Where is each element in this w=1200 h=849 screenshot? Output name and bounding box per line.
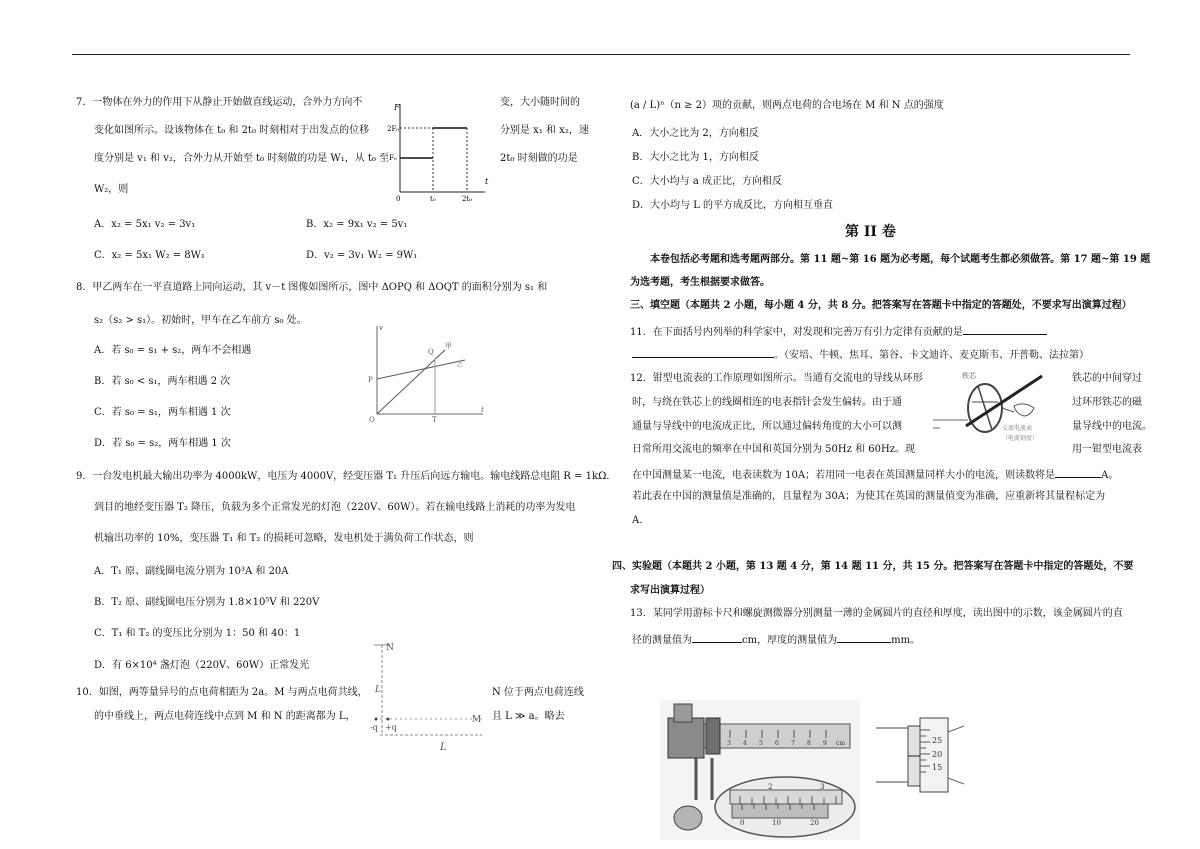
- q9-option-d: D．有 6×10⁴ 盏灯泡（220V、60W）正常发光: [94, 660, 310, 671]
- q13-text-b: cm，厚度的测量值为: [742, 635, 838, 646]
- q12-line4b: 用一钳型电流表: [1072, 444, 1142, 455]
- q9-option-a: A．T₁ 原、副线圈电流分别为 10³A 和 20A: [94, 566, 289, 577]
- q7-line2a: 变化如图所示。设该物体在 t₀ 和 2t₀ 时刻相对于出发点的位移: [94, 125, 370, 136]
- micrometer-scale-25: 25: [932, 736, 943, 745]
- caliper-main-scale-4: 4: [743, 740, 747, 747]
- q8-option-b: B．若 s₀ < s₁，两车相遇 2 次: [94, 376, 231, 387]
- q11-line1: [630, 324, 1047, 340]
- q12-label-meter-scale: （电流刻度）: [1002, 435, 1039, 442]
- q13-line2: [632, 632, 920, 648]
- q11-line2: [632, 347, 1089, 363]
- caliper-main-scale-6: 6: [775, 740, 779, 747]
- q10-option-a: A．大小之比为 2，方向相反: [632, 128, 759, 139]
- q8-label-t-mark: T: [432, 416, 437, 424]
- micrometer-scale-15: 15: [932, 763, 943, 772]
- q7-line3a: 度分别是 v₁ 和 v₂，合外力从开始至 t₀ 时刻做的功是 W₁，从 t₀ 至: [94, 153, 390, 164]
- q9-line3: 机输出功率的 10%，变压器 T₁ 和 T₂ 的损耗可忽略，发电机处于满负荷工作状态，则: [94, 533, 474, 544]
- caliper-main-scale-3: 3: [727, 740, 731, 747]
- q10-label-n: N: [386, 643, 394, 653]
- q9-line1: 9．一台发电机最大输出功率为 4000kW，电压为 4000V，经变压器 T₁ 升压后向远方输电。输电线路总电阻 R = 1kΩ．: [76, 471, 617, 482]
- q8-label-jia: 甲: [445, 342, 452, 350]
- caliper-unit-cm: cm: [836, 740, 846, 747]
- q7-option-a: A．x₂ = 5x₁ v₂ = 3v₁: [94, 219, 196, 230]
- q11-answer-blank-2[interactable]: [632, 347, 774, 358]
- q8-label-v: v: [379, 324, 383, 332]
- q12-line3a: 通量与导线中的电流成正比，所以通过偏转角度的大小可以测: [632, 421, 902, 432]
- caliper-main-scale-5: 5: [759, 740, 763, 747]
- q13-text-c: mm。: [891, 635, 921, 646]
- q8-option-a: A．若 s₀ = s₁ + s₂，两车不会相遇: [94, 345, 252, 356]
- q7-label-2t0: 2t₀: [462, 195, 473, 203]
- caliper-main-scale-9: 9: [823, 740, 827, 747]
- micrometer-image: [872, 712, 972, 812]
- volume-2-intro-line2: 为选考题，考生根据要求做答。: [630, 277, 770, 288]
- q10-label-m: M: [472, 715, 482, 725]
- q7-line4: W₂，则: [94, 184, 129, 195]
- q10-label-plus-q: +q: [385, 723, 397, 732]
- q13-line1: 13．某同学用游标卡尺和螺旋测微器分别测量一薄的金属圆片的直径和厚度，读出图中的示数，该金属圆片的直: [630, 608, 1123, 619]
- q8-option-c: C．若 s₀ = s₁，两车相遇 1 次: [94, 407, 231, 418]
- q7-label-2f0: 2F₀: [387, 125, 400, 133]
- q10-line2b: 且 L ≫ a。略去: [492, 711, 565, 722]
- q11-scientists-list: 。（安培、牛顿、焦耳、第谷、卡文迪许、麦克斯韦、开普勒、法拉第）: [774, 350, 1089, 361]
- q12-label-meter: 交流电流表: [1002, 425, 1033, 432]
- q7-line1b: 变，大小随时间的: [500, 97, 580, 108]
- q10-option-b: B．大小之比为 1，方向相反: [632, 152, 759, 163]
- q7-line3b: 2t₀ 时刻做的功是: [500, 153, 578, 164]
- q12-line4a: 日常所用交流电的频率在中国和英国分别为 50Hz 和 60Hz。现: [632, 444, 915, 455]
- q10-continued-line: (a / L)ⁿ（n ≥ 2）项的贡献，则两点电荷的合电场在 M 和 N 点的强度: [630, 100, 944, 111]
- q12-line1b: 铁芯的中间穿过: [1072, 373, 1142, 384]
- caliper-main-scale-8: 8: [807, 740, 811, 747]
- q13-diameter-blank[interactable]: [692, 632, 742, 643]
- part4-heading-line1: 四、实验题（本题共 2 小题，第 13 题 4 分，第 14 题 11 分，共 15 分。把答案写在答题卡中指定的答题处，不要: [612, 561, 1134, 572]
- q11-text: 11．在下面括号内列举的科学家中，对发现和完善万有引力定律有贡献的是: [630, 327, 963, 338]
- q10-line1b: N 位于两点电荷连线: [492, 687, 584, 698]
- q12-line1a: 12．钳型电流表的工作原理如图所示。当通有交流电的导线从环形: [630, 373, 923, 384]
- q8-label-q: Q: [428, 348, 434, 356]
- q11-answer-blank[interactable]: [963, 324, 1047, 335]
- q7-option-c: C．x₂ = 5x₁ W₂ = 8W₁: [94, 250, 205, 261]
- q8-line2: s₂（s₂ > s₁）。初始时，甲车在乙车前方 s₀ 处。: [94, 315, 307, 326]
- q13-text-a: 径的测量值为: [632, 635, 692, 646]
- q12-label-core: 铁芯: [962, 372, 976, 380]
- q12-line7: A.: [632, 515, 643, 526]
- q7-label-origin: 0: [396, 195, 401, 203]
- q7-label-t0: t₀: [430, 195, 436, 203]
- q7-line1a: 7．一物体在外力的作用下从静止开始做直线运动，合外力方向不: [76, 97, 363, 108]
- q7-force-time-graph: [385, 100, 495, 205]
- caliper-zoom-main-2: 2: [768, 783, 773, 791]
- caliper-vernier-10: 10: [772, 819, 781, 827]
- caliper-vernier-20: 20: [810, 819, 819, 827]
- volume-2-intro-line1: 本卷包括必考题和选考题两部分。第 11 题~第 16 题为必考题，每个试题考生都必须做答。第 17 题~第 19 题: [650, 254, 1151, 265]
- q12-line6: 若此表在中国的测量值是准确的，且量程为 30A；为使其在英国的测量值变为准确，应重新将其量程标定为: [632, 491, 1106, 502]
- q7-label-t: t: [485, 177, 489, 186]
- part4-heading-line2: 求写出演算过程）: [630, 585, 710, 596]
- q12-line5-unit: A。: [1101, 470, 1119, 481]
- q12-line2b: 过环形铁芯的磁: [1072, 397, 1142, 408]
- header-rule: [72, 54, 1130, 55]
- q7-label-f: F: [394, 103, 400, 112]
- q10-line2a: 的中垂线上，两点电荷连线中点到 M 和 N 的距离都为 L，: [94, 711, 356, 722]
- q9-line2: 到目的地经变压器 T₂ 降压，负载为多个正常发光的灯泡（220V、60W）。若在输电线路上消耗的功率为发电: [94, 502, 576, 513]
- q8-label-p: P: [368, 376, 373, 384]
- q8-label-o: O: [369, 416, 375, 424]
- q9-option-c: C．T₁ 和 T₂ 的变压比分别为 1：50 和 40：1: [94, 628, 301, 639]
- q10-line1a: 10．如图，两等量异号的点电荷相距为 2a。M 与两点电荷共线，: [76, 687, 368, 698]
- micrometer-scale-20: 20: [932, 750, 943, 759]
- volume-2-title: 第 II 卷: [845, 224, 896, 240]
- q8-option-d: D．若 s₀ = s₂，两车相遇 1 次: [94, 438, 231, 449]
- q10-label-l-vertical: L: [375, 685, 381, 695]
- caliper-main-scale-7: 7: [791, 740, 795, 747]
- q10-label-l-horizontal: L: [440, 742, 447, 753]
- q12-line5-text: 在中国测量某一电流，电表读数为 10A；若用同一电表在英国测量同样大小的电流，则读数将是: [632, 470, 1056, 481]
- part3-heading: 三、填空题（本题共 2 小题，每小题 4 分，共 8 分。把答案写在答题卡中指定的答题处，不要求写出演算过程）: [630, 300, 1132, 311]
- q7-option-d: D．v₂ = 3v₁ W₂ = 9W₁: [306, 250, 418, 261]
- q12-line3b: 量导线中的电流。: [1072, 421, 1152, 432]
- q7-line2b: 分别是 x₁ 和 x₂，速: [500, 125, 589, 136]
- q12-answer-blank-1[interactable]: [1055, 467, 1101, 478]
- q12-line2a: 时，与绕在铁芯上的线圈相连的电表指针会发生偏转。由于通: [632, 397, 902, 408]
- caliper-zoom-main-3: 3: [820, 783, 825, 791]
- q10-option-d: D．大小均与 L 的平方成反比，方向相互垂直: [632, 200, 834, 211]
- q8-label-t: t: [481, 406, 484, 414]
- q8-line1: 8．甲乙两车在一平直道路上同向运动，其 v－t 图像如图所示，图中 ΔOPQ 和 ΔOQT 的面积分别为 s₁ 和: [76, 282, 548, 293]
- q7-label-f0: F₀: [389, 154, 397, 162]
- q10-charges-diagram: [370, 640, 490, 753]
- q8-velocity-time-graph: [365, 322, 490, 427]
- q10-label-minus-q: -q: [370, 723, 378, 732]
- q8-label-yi: 乙: [457, 362, 464, 369]
- q9-option-b: B．T₂ 原、副线圈电压分别为 1.8×10⁵V 和 220V: [94, 597, 320, 608]
- q12-clamp-meter-diagram: [930, 368, 1070, 448]
- q12-line5: [632, 467, 1118, 483]
- vernier-caliper-image: [660, 700, 860, 840]
- q13-thickness-blank[interactable]: [837, 632, 891, 643]
- q10-option-c: C．大小均与 a 成正比，方向相反: [632, 176, 782, 187]
- q7-option-b: B．x₂ = 9x₁ v₂ = 5v₁: [306, 219, 408, 230]
- caliper-vernier-0: 0: [740, 819, 745, 827]
